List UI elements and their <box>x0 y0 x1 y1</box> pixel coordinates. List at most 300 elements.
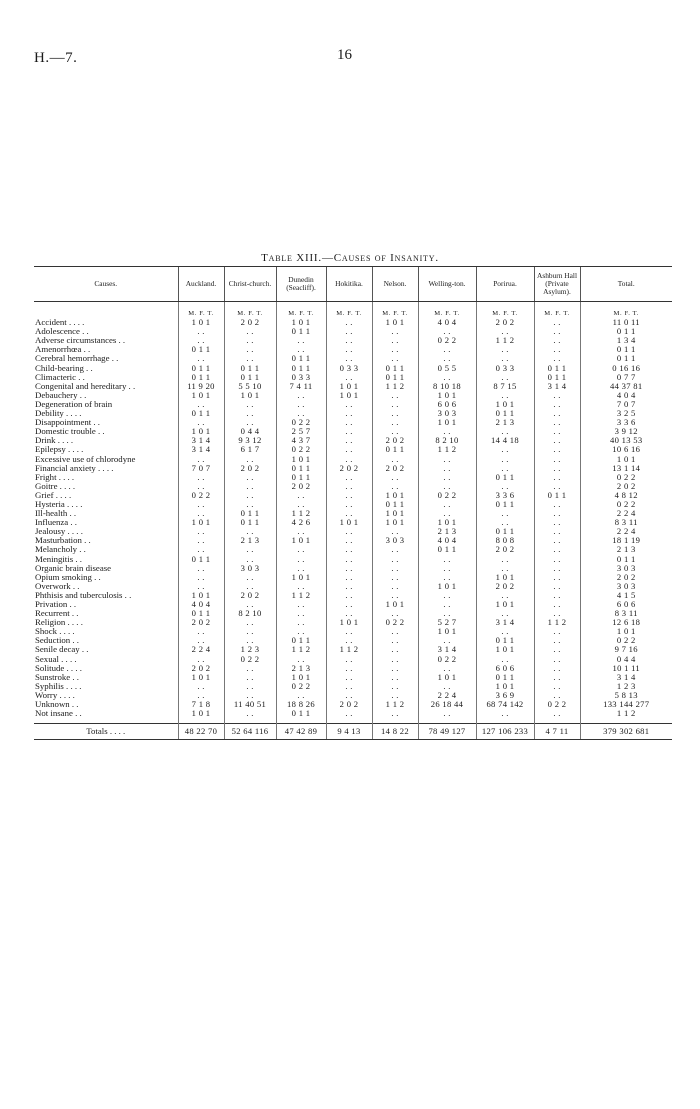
cell-value: 4 0 4 <box>418 536 476 545</box>
cell-value: 3 0 3 <box>224 564 276 573</box>
cell-value: . . <box>476 373 534 382</box>
cell-value: . . <box>276 618 326 627</box>
cell-value: . . <box>224 555 276 564</box>
cell-value: 0 1 1 <box>534 364 580 373</box>
cell-value: 4 2 6 <box>276 518 326 527</box>
cause-label: Goitre . . . . <box>35 481 76 491</box>
cell-value: 4 8 12 <box>580 491 672 500</box>
table-row <box>34 336 672 345</box>
table-row <box>34 464 672 473</box>
column-header: Ashburn Hall (Private Asylum). <box>534 267 580 302</box>
total-value: 14 8 22 <box>372 724 418 740</box>
cell-value: . . <box>534 609 580 618</box>
cell-value: . . <box>276 627 326 636</box>
cell-value: 4 0 4 <box>178 600 224 609</box>
cell-value: 0 1 1 <box>476 473 534 482</box>
table-row <box>34 327 672 336</box>
cause-label: Meningitis . . <box>35 554 82 564</box>
cell-value: . . <box>178 564 224 573</box>
cell-value: 3 1 4 <box>580 673 672 682</box>
cell-value: 0 1 1 <box>476 527 534 536</box>
cell-value: 0 1 1 <box>178 409 224 418</box>
table-row <box>34 555 672 564</box>
cell-value: 1 1 2 <box>326 645 372 654</box>
cell-value: . . <box>418 609 476 618</box>
total-value: 127 106 233 <box>476 724 534 740</box>
table-row <box>34 627 672 636</box>
table-row <box>34 600 672 609</box>
cell-value: . . <box>418 682 476 691</box>
table-row <box>34 318 672 327</box>
cell-value: . . <box>534 427 580 436</box>
cell-value: 1 0 1 <box>476 682 534 691</box>
table-row <box>34 673 672 682</box>
cause-label: Congenital and hereditary . . <box>35 381 136 391</box>
cell-value: . . <box>534 564 580 573</box>
cell-value: 2 0 2 <box>224 318 276 327</box>
cell-value: . . <box>326 600 372 609</box>
cause-label: Debility . . . . <box>35 409 82 419</box>
cell-value: . . <box>534 555 580 564</box>
cell-value: . . <box>224 664 276 673</box>
cell-value: . . <box>178 655 224 664</box>
cell-value: 0 2 2 <box>276 445 326 454</box>
cell-value: 1 0 1 <box>276 536 326 545</box>
column-header: Auckland. <box>178 267 224 302</box>
cell-value: . . <box>326 555 372 564</box>
cell-value: . . <box>534 645 580 654</box>
cell-value: . . <box>418 427 476 436</box>
page-number: 16 <box>337 47 352 63</box>
cell-value: 0 1 1 <box>580 327 672 336</box>
table-row <box>34 418 672 427</box>
cell-value: 18 1 19 <box>580 536 672 545</box>
cell-value: 2 0 2 <box>224 464 276 473</box>
cell-value: . . <box>178 336 224 345</box>
cell-value: . . <box>276 582 326 591</box>
cell-value: 2 0 2 <box>580 573 672 582</box>
totals-label: Totals . . . . <box>34 724 178 740</box>
table-row <box>34 709 672 718</box>
cell-value: . . <box>326 427 372 436</box>
cell-value: . . <box>178 473 224 482</box>
cell-value: 3 1 4 <box>418 645 476 654</box>
cell-value: 8 2 10 <box>224 609 276 618</box>
cause-label: Sunstroke . . <box>35 672 79 682</box>
cell-value: . . <box>178 636 224 645</box>
cell-value: . . <box>476 464 534 473</box>
table-row <box>34 509 672 518</box>
cause-label: Not insane . . <box>35 709 82 719</box>
cell-value: 1 0 1 <box>326 382 372 391</box>
cell-value: 0 16 16 <box>580 364 672 373</box>
table-row <box>34 700 672 709</box>
cell-value: 2 5 7 <box>276 427 326 436</box>
cause-label: Seduction . . <box>35 636 79 646</box>
cell-value: 13 1 14 <box>580 464 672 473</box>
cell-value: 1 0 1 <box>580 627 672 636</box>
cell-value: . . <box>418 555 476 564</box>
cell-value: . . <box>372 473 418 482</box>
cell-value: . . <box>418 345 476 354</box>
cell-value: 2 0 2 <box>326 700 372 709</box>
table-row <box>34 473 672 482</box>
cell-value: 0 1 1 <box>372 445 418 454</box>
cell-value: . . <box>372 664 418 673</box>
cell-value: 8 3 11 <box>580 518 672 527</box>
cell-value: . . <box>534 445 580 454</box>
cell-value: . . <box>276 400 326 409</box>
cause-label: Debauchery . . <box>35 390 87 400</box>
cell-value: 1 0 1 <box>276 673 326 682</box>
cell-value: . . <box>224 582 276 591</box>
cell-value: 8 0 8 <box>476 536 534 545</box>
cell-value: . . <box>326 527 372 536</box>
cell-value: . . <box>276 545 326 554</box>
cell-value: 6 0 6 <box>476 664 534 673</box>
cell-value: . . <box>476 564 534 573</box>
cell-value: . . <box>326 609 372 618</box>
total-value: 78 49 127 <box>418 724 476 740</box>
cell-value: . . <box>534 345 580 354</box>
cell-value: 5 5 10 <box>224 382 276 391</box>
cell-value: . . <box>476 609 534 618</box>
cell-value: 2 2 4 <box>580 527 672 536</box>
cell-value: 1 0 1 <box>418 418 476 427</box>
cause-label: Adolescence . . <box>35 327 89 337</box>
cell-value: . . <box>326 536 372 545</box>
cell-value: . . <box>418 473 476 482</box>
cell-value: . . <box>276 691 326 700</box>
cell-value: . . <box>178 354 224 363</box>
cell-value: . . <box>326 673 372 682</box>
cell-value: . . <box>372 709 418 718</box>
cell-value: . . <box>418 354 476 363</box>
cell-value: . . <box>224 691 276 700</box>
cell-value: . . <box>224 491 276 500</box>
table-body <box>34 302 672 740</box>
cell-value: 1 0 1 <box>418 582 476 591</box>
cell-value: . . <box>476 345 534 354</box>
cell-value: . . <box>476 627 534 636</box>
cell-value: . . <box>372 545 418 554</box>
cell-value: . . <box>224 709 276 718</box>
cell-value: 1 0 1 <box>476 400 534 409</box>
cell-value: 0 5 5 <box>418 364 476 373</box>
cell-value: 0 1 1 <box>534 373 580 382</box>
cell-value: . . <box>224 409 276 418</box>
cell-value: 1 0 1 <box>178 673 224 682</box>
cell-value: 2 2 4 <box>418 691 476 700</box>
cell-value: 3 1 4 <box>534 382 580 391</box>
cell-value: 10 1 11 <box>580 664 672 673</box>
cell-value: 0 1 1 <box>224 364 276 373</box>
cell-value: 2 0 2 <box>372 464 418 473</box>
cell-value: 0 2 2 <box>372 618 418 627</box>
cell-value: . . <box>224 618 276 627</box>
sex-subheader: M. F. T. <box>326 302 372 319</box>
cause-label: Melancholy . . <box>35 545 86 555</box>
cause-label: Drink . . . . <box>35 436 74 446</box>
cell-value: 3 0 3 <box>372 536 418 545</box>
cell-value: . . <box>326 354 372 363</box>
cell-value: 0 1 1 <box>580 555 672 564</box>
sex-subheader: M. F. T. <box>372 302 418 319</box>
table-row <box>34 345 672 354</box>
cell-value: . . <box>418 373 476 382</box>
cell-value: 1 0 1 <box>178 518 224 527</box>
cell-value: 1 0 1 <box>326 618 372 627</box>
cell-value: 1 0 1 <box>178 709 224 718</box>
cell-value: . . <box>372 336 418 345</box>
table-row <box>34 655 672 664</box>
cell-value: . . <box>326 691 372 700</box>
cause-label: Cerebral hemorrhage . . <box>35 354 119 364</box>
sex-subheader: M. F. T. <box>224 302 276 319</box>
cell-value: . . <box>534 655 580 664</box>
cause-label: Syphilis . . . . <box>35 681 82 691</box>
cell-value: 0 2 2 <box>580 473 672 482</box>
table-row <box>34 409 672 418</box>
cell-value: 0 1 1 <box>276 709 326 718</box>
cell-value: . . <box>534 527 580 536</box>
cell-value: . . <box>178 682 224 691</box>
cell-value: . . <box>534 591 580 600</box>
cell-value: 2 0 2 <box>476 545 534 554</box>
cell-value: 0 2 2 <box>276 682 326 691</box>
cell-value: 3 3 6 <box>580 418 672 427</box>
cell-value: . . <box>178 691 224 700</box>
cell-value: 3 0 3 <box>580 582 672 591</box>
table-row <box>34 364 672 373</box>
cell-value: 1 1 2 <box>580 709 672 718</box>
cell-value: 7 4 11 <box>276 382 326 391</box>
cell-value: 2 2 4 <box>580 509 672 518</box>
cell-value: . . <box>372 354 418 363</box>
cell-value: . . <box>224 455 276 464</box>
cell-value: . . <box>372 564 418 573</box>
cell-value: 9 3 12 <box>224 436 276 445</box>
cause-label: Senile decay . . <box>35 645 89 655</box>
cell-value: 5 2 7 <box>418 618 476 627</box>
cell-value: 1 1 2 <box>276 645 326 654</box>
cell-value: 2 0 2 <box>372 436 418 445</box>
cause-label: Shock . . . . <box>35 627 75 637</box>
column-header: Welling-ton. <box>418 267 476 302</box>
cell-value: 1 2 3 <box>580 682 672 691</box>
cell-value: . . <box>178 418 224 427</box>
cell-value: . . <box>372 582 418 591</box>
cell-value: 1 3 4 <box>580 336 672 345</box>
cell-value: . . <box>224 627 276 636</box>
cell-value: 2 1 3 <box>224 536 276 545</box>
cell-value: . . <box>224 600 276 609</box>
cell-value: . . <box>372 427 418 436</box>
cell-value: . . <box>534 636 580 645</box>
cell-value: . . <box>418 600 476 609</box>
cell-value: . . <box>326 345 372 354</box>
cell-value: . . <box>372 609 418 618</box>
table-row <box>34 609 672 618</box>
cell-value: . . <box>276 555 326 564</box>
cell-value: . . <box>372 391 418 400</box>
cause-label: Climacteric . . <box>35 372 85 382</box>
cell-value: . . <box>534 627 580 636</box>
cell-value: . . <box>326 636 372 645</box>
total-value: 52 64 116 <box>224 724 276 740</box>
causes-of-insanity-table <box>34 266 672 740</box>
cell-value: . . <box>418 636 476 645</box>
cell-value: . . <box>178 400 224 409</box>
cell-value: . . <box>534 327 580 336</box>
cell-value: . . <box>372 636 418 645</box>
cell-value: . . <box>326 318 372 327</box>
cause-label: Child-bearing . . <box>35 363 93 373</box>
cell-value: . . <box>326 591 372 600</box>
cell-value: 4 0 4 <box>580 391 672 400</box>
cell-value: . . <box>326 682 372 691</box>
cell-value: . . <box>476 655 534 664</box>
cell-value: . . <box>534 691 580 700</box>
cell-value: . . <box>534 318 580 327</box>
cell-value: . . <box>224 327 276 336</box>
cell-value: . . <box>276 409 326 418</box>
cell-value: 1 0 1 <box>178 591 224 600</box>
cell-value: . . <box>534 418 580 427</box>
table-row <box>34 455 672 464</box>
cell-value: 6 0 6 <box>580 600 672 609</box>
cell-value: 1 0 1 <box>372 509 418 518</box>
column-header: Dunedin (Seacliff). <box>276 267 326 302</box>
cell-value: 0 1 1 <box>178 373 224 382</box>
cell-value: . . <box>418 564 476 573</box>
cell-value: . . <box>534 409 580 418</box>
cell-value: . . <box>372 691 418 700</box>
cell-value: 1 0 1 <box>580 455 672 464</box>
sex-subheader: M. F. T. <box>418 302 476 319</box>
cell-value: . . <box>372 400 418 409</box>
cell-value: . . <box>534 391 580 400</box>
cause-label: Phthisis and tuberculosis . . <box>35 590 132 600</box>
cause-label: Disappointment . . <box>35 418 100 428</box>
cell-value: 0 2 2 <box>224 655 276 664</box>
cell-value: . . <box>224 527 276 536</box>
cause-label: Amenorrhœa . . <box>35 345 91 355</box>
sex-subheader: M. F. T. <box>178 302 224 319</box>
cell-value: . . <box>418 482 476 491</box>
cause-label: Unknown . . <box>35 700 79 710</box>
cell-value: . . <box>476 482 534 491</box>
cell-value: . . <box>326 473 372 482</box>
table-row <box>34 518 672 527</box>
cell-value: . . <box>224 682 276 691</box>
cell-value: . . <box>534 664 580 673</box>
cell-value: . . <box>418 327 476 336</box>
total-value: 48 22 70 <box>178 724 224 740</box>
cell-value: . . <box>276 391 326 400</box>
cause-label: Opium smoking . . <box>35 572 101 582</box>
cell-value: 0 1 1 <box>476 636 534 645</box>
cell-value: . . <box>276 527 326 536</box>
table-row <box>34 664 672 673</box>
cell-value: 2 0 2 <box>178 618 224 627</box>
cell-value: . . <box>276 609 326 618</box>
table-row <box>34 427 672 436</box>
cell-value: 1 0 1 <box>276 455 326 464</box>
cell-value: 14 4 18 <box>476 436 534 445</box>
column-header: Porirua. <box>476 267 534 302</box>
sex-subheader: M. F. T. <box>276 302 326 319</box>
cell-value: 1 0 1 <box>372 491 418 500</box>
table-title: Table XIII.—Causes of Insanity. <box>261 252 439 264</box>
cell-value: . . <box>534 336 580 345</box>
table-row <box>34 482 672 491</box>
cause-label: Recurrent . . <box>35 609 79 619</box>
cause-label: Organic brain disease <box>35 563 112 573</box>
cell-value: 2 1 3 <box>476 418 534 427</box>
cell-value: 11 9 20 <box>178 382 224 391</box>
cell-value: 1 0 1 <box>178 391 224 400</box>
cell-value: 6 1 7 <box>224 445 276 454</box>
cell-value: . . <box>372 655 418 664</box>
cell-value: . . <box>326 336 372 345</box>
cell-value: . . <box>418 500 476 509</box>
cell-value: 0 2 2 <box>418 491 476 500</box>
cell-value: . . <box>534 354 580 363</box>
table-row <box>34 436 672 445</box>
cause-label: Fright . . . . <box>35 472 75 482</box>
cell-value: 0 4 4 <box>580 655 672 664</box>
cell-value: 0 2 2 <box>580 500 672 509</box>
cell-value: . . <box>326 627 372 636</box>
cause-label: Overwork . . <box>35 581 80 591</box>
cell-value: 1 0 1 <box>476 573 534 582</box>
cell-value: 0 3 3 <box>476 364 534 373</box>
header-row <box>34 267 672 302</box>
table-row <box>34 354 672 363</box>
cause-label: Financial anxiety . . . . <box>35 463 114 473</box>
cell-value: . . <box>418 509 476 518</box>
cell-value: . . <box>534 573 580 582</box>
cell-value: . . <box>178 509 224 518</box>
cell-value: . . <box>372 682 418 691</box>
cell-value: 1 0 1 <box>476 600 534 609</box>
cell-value: . . <box>178 627 224 636</box>
table-row <box>34 618 672 627</box>
cell-value: . . <box>476 555 534 564</box>
table-row <box>34 400 672 409</box>
cell-value: 1 1 2 <box>372 700 418 709</box>
cell-value: . . <box>326 445 372 454</box>
cell-value: . . <box>326 482 372 491</box>
cell-value: . . <box>372 555 418 564</box>
cell-value: . . <box>372 409 418 418</box>
cell-value: 2 0 2 <box>476 318 534 327</box>
table-row <box>34 573 672 582</box>
cell-value: 0 1 1 <box>178 345 224 354</box>
cell-value: 0 2 2 <box>178 491 224 500</box>
cell-value: . . <box>224 345 276 354</box>
cell-value: . . <box>326 436 372 445</box>
cell-value: . . <box>476 327 534 336</box>
cell-value: 0 1 1 <box>276 354 326 363</box>
cell-value: . . <box>534 473 580 482</box>
cell-value: 0 1 1 <box>534 491 580 500</box>
cell-value: . . <box>418 573 476 582</box>
table-row <box>34 682 672 691</box>
cell-value: . . <box>534 673 580 682</box>
cause-label: Excessive use of chlorodyne <box>35 454 136 464</box>
